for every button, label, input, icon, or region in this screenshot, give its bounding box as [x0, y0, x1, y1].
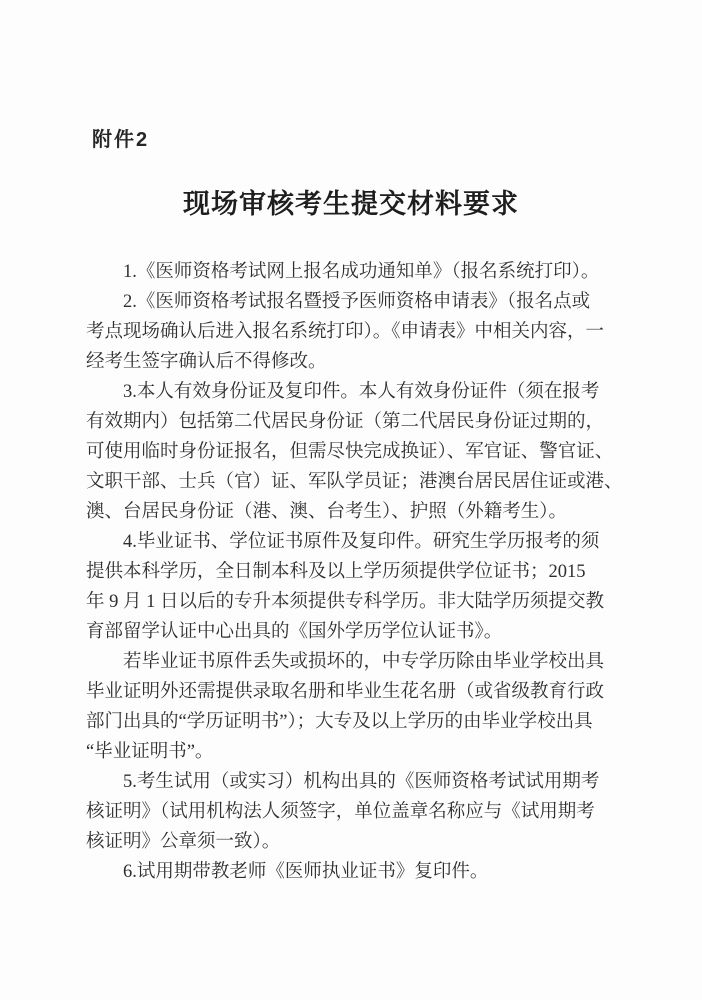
body-line: 2.《医师资格考试报名暨授予医师资格申请表》（报名点或 [123, 292, 591, 312]
body-line: “毕业证明书”。 [86, 742, 214, 762]
body-line: 核证明》（试用机构法人须签字，单位盖章名称应与《试用期考 [86, 802, 595, 822]
body-line: 澳、台居民身份证（港、澳、台考生）、护照（外籍考生）。 [86, 502, 568, 522]
body-line: 年 9 月 1 日以后的专升本须提供专科学历。非大陆学历须提交教 [86, 592, 605, 612]
body-line: 可使用临时身份证报名，但需尽快完成换证）、军官证、警官证、 [86, 442, 614, 462]
document-body [86, 257, 626, 887]
body-line: 部门出具的“学历证明书”）；大专及以上学历的由毕业学校出具 [86, 712, 593, 732]
body-line: 3.本人有效身份证及复印件。本人有效身份证件（须在报考 [123, 382, 600, 402]
body-line: 若毕业证书原件丢失或损坏的，中专学历除由毕业学校出具 [123, 652, 605, 672]
body-line: 文职干部、士兵（官）证、军队学员证；港澳台居民居住证或港、 [86, 472, 623, 492]
document-title: 现场审核考生提交材料要求 [183, 189, 519, 219]
body-line: 毕业证明外还需提供录取名册和毕业生花名册（或省级教育行政 [86, 682, 605, 702]
body-line: 核证明》公章须一致）。 [86, 832, 281, 852]
body-line: 1.《医师资格考试网上报名成功通知单》（报名系统打印）。 [123, 262, 600, 282]
body-line: 育部留学认证中心出具的《国外学历学位认证书》。 [86, 622, 503, 642]
body-line: 经考生签字确认后不得修改。 [86, 352, 327, 372]
attachment-label: 附件2 [92, 129, 150, 151]
body-line: 6.试用期带教老师《医师执业证书》复印件。 [123, 862, 489, 882]
body-line: 5.考生试用（或实习）机构出具的《医师资格考试试用期考 [123, 772, 600, 792]
body-line: 4.毕业证书、学位证书原件及复印件。研究生学历报考的须 [123, 532, 600, 552]
body-line: 考点现场确认后进入报名系统打印）。《申请表》中相关内容，一 [86, 322, 605, 342]
body-line: 提供本科学历，全日制本科及以上学历须提供学位证书；2015 [86, 562, 586, 582]
body-line: 有效期内）包括第二代居民身份证（第二代居民身份证过期的， [86, 412, 605, 432]
